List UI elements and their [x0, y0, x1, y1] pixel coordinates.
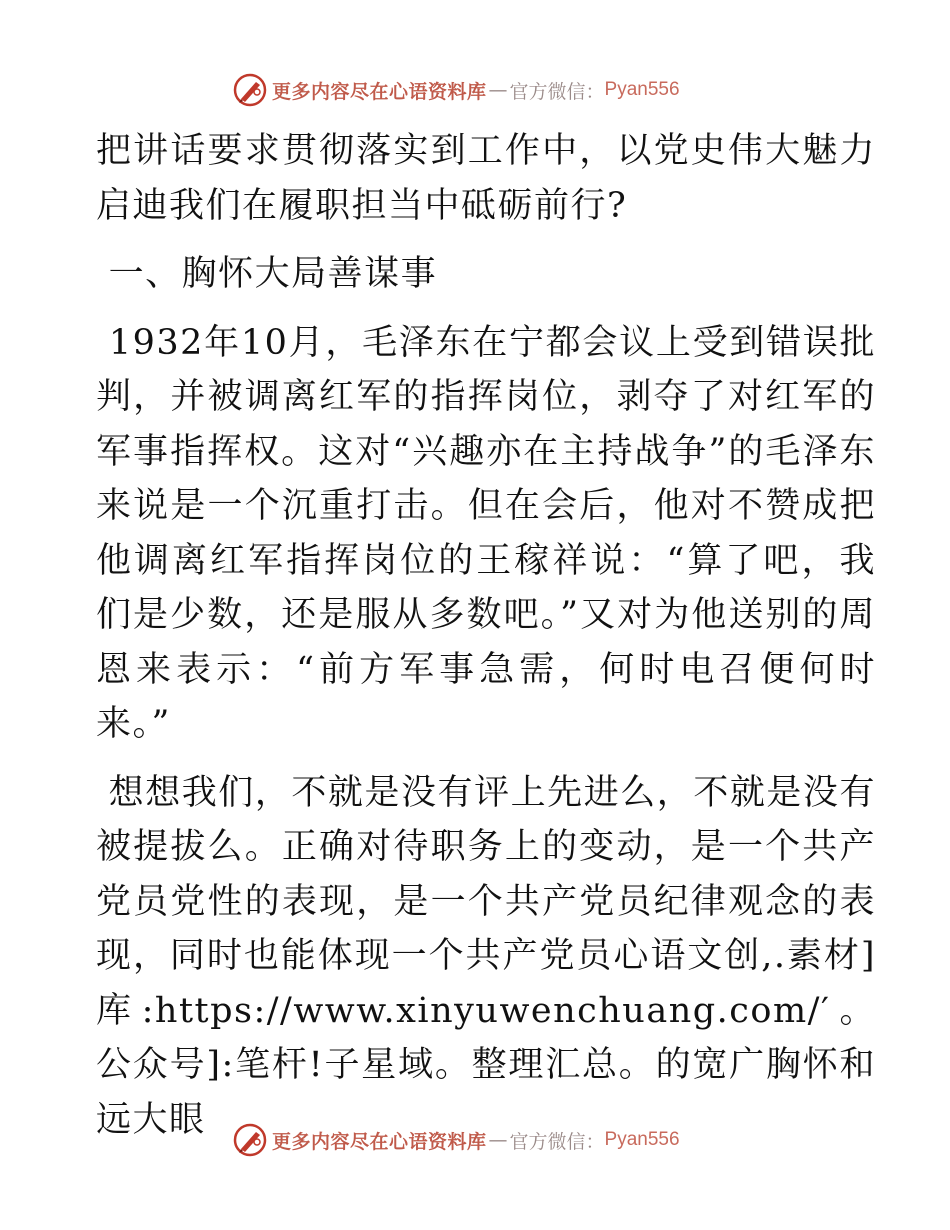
paragraph-intro: 把讲话要求贯彻落实到工作中，以党史伟大魅力启迪我们在履职担当中砥砺前行? [96, 131, 876, 226]
paragraph-reflection: 想想我们，不就是没有评上先进么，不就是没有被提拔么。正确对待职务上的变动，是一个共产党员党性的表现，是一个共产党员纪律观念的表现，同时也能体现一个共产党员心语文创,.素材]库:https://www.xinyuwenchuang.com/′。公众号]:笔杆!子星域。整理汇总。的宽广胸怀和远大眼 [96, 772, 876, 1140]
watermark-banner-bottom [232, 1122, 680, 1158]
watermark-dash: — [488, 1129, 508, 1151]
pen-logo-icon [232, 1122, 268, 1158]
watermark-sub-text: 官方微信： [509, 80, 605, 103]
watermark-main-text: 更多内容尽在心语资料库 [272, 80, 487, 103]
watermark-sub-text: 官方微信： [509, 1130, 605, 1153]
document-body [96, 120, 876, 1147]
watermark-dash: — [488, 79, 508, 101]
watermark-banner-top [232, 72, 680, 108]
watermark-main-text: 更多内容尽在心语资料库 [272, 1130, 487, 1153]
watermark-wechat-id: Pyan556 [604, 79, 680, 100]
pen-logo-icon [232, 72, 268, 108]
watermark-wechat-id: Pyan556 [604, 1129, 680, 1150]
section-heading: 一、胸怀大局善谋事 [96, 254, 438, 294]
paragraph-history: 1932年10月，毛泽东在宁都会议上受到错误批判，并被调离红军的指挥岗位，剥夺了对红军的军事指挥权。这对“兴趣亦在主持战争”的毛泽东来说是一个沉重打击。但在会后，他对不赞成把他调离红军指挥岗位的王稼祥说：“算了吧，我们是少数，还是服从多数吧。”又对为他送别的周恩来表示：“前方军事急需，何时电召便何时来。” [96, 322, 876, 744]
